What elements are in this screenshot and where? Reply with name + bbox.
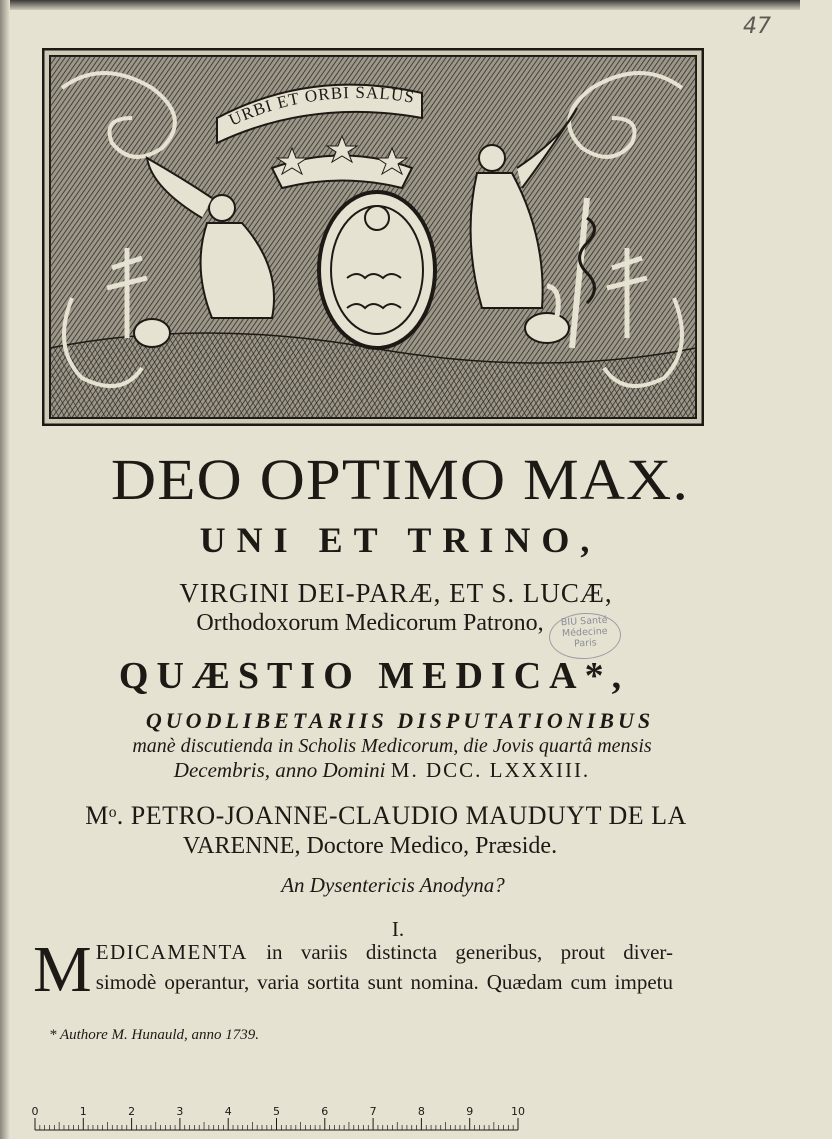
stamp-line-2: Médecine <box>561 625 608 640</box>
body-line-1-caps: EDICAMENTA <box>95 940 248 964</box>
dedication-trinity: UNI ET TRINO, <box>199 520 601 560</box>
ruler-label: 7 <box>369 1105 377 1118</box>
thesis-date-roman: M. DCC. LXXXIII. <box>390 758 591 782</box>
dedication-virgin: VIRGINI DEI-PARÆ, ET S. LUCÆ, <box>179 578 613 608</box>
page-number: 47 <box>743 14 771 39</box>
body-line-1 <box>33 937 673 967</box>
body-paragraph <box>33 933 674 1006</box>
thesis-disputations: QUODLIBETARIIS DISPUTATIONIBUS <box>145 708 655 733</box>
ruler-label: 4 <box>224 1105 232 1118</box>
thesis-title: QUÆSTIO MEDICA*, <box>118 655 630 697</box>
thesis-date-prefix: Decembris, anno Domini <box>173 758 386 782</box>
section-number: I. <box>391 917 405 941</box>
drop-cap: M <box>33 933 92 1006</box>
praeses-line-1: Mᵒ. PETRO-JOANNE-CLAUDIO MAUDUYT DE LA <box>85 801 687 830</box>
ruler-label: 0 <box>31 1105 39 1118</box>
dedication-patron: Orthodoxorum Medicorum Patrono, <box>196 610 544 636</box>
ruler-label: 5 <box>273 1105 280 1118</box>
thesis-question: An Dysentericis Anodyna? <box>281 873 505 897</box>
stamp-line-3: Paris <box>573 637 597 650</box>
ruler-label: 6 <box>321 1105 329 1118</box>
engraved-headpiece <box>42 48 704 426</box>
body-line-1-rest: in variis distincta generibus, prout diver- <box>266 940 674 964</box>
praeses-line-2: VARENNE, Doctore Medico, Præside. <box>182 833 558 859</box>
page-top-edge <box>0 0 800 10</box>
dedication-title: DEO OPTIMO MAX. <box>110 447 690 512</box>
body-line-2: simodè operantur, varia sortita sunt nomina. Quædam cum impetu <box>95 970 673 994</box>
thesis-date <box>0 758 782 783</box>
ruler-label: 2 <box>128 1105 136 1118</box>
ruler-label: 8 <box>417 1105 425 1118</box>
ruler-label: 9 <box>466 1105 474 1118</box>
stamp-line-1: BIU Santé <box>560 614 608 629</box>
scale-ruler <box>33 1104 523 1134</box>
page-left-edge <box>0 0 10 1139</box>
motto-text: URBI ET ORBI SALUS <box>225 82 417 130</box>
footnote: * Authore M. Hunauld, anno 1739. <box>49 1027 259 1043</box>
ruler-label: 1 <box>79 1105 87 1118</box>
thesis-defense-time: manè discutienda in Scholis Medicorum, die Jovis quartâ mensis <box>132 735 652 757</box>
ruler-label: 10 <box>511 1105 525 1118</box>
ruler-label: 3 <box>176 1105 184 1118</box>
